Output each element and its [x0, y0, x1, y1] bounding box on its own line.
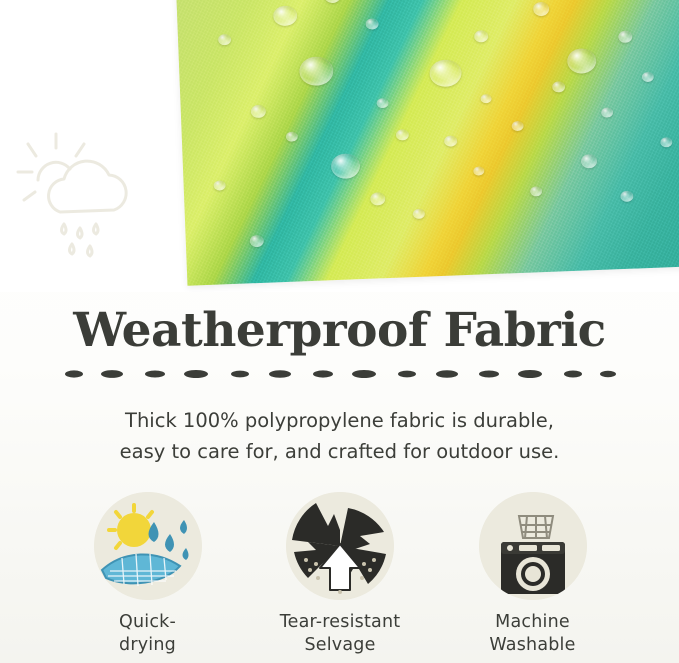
quick-drying-icon	[94, 492, 202, 600]
feature-label-line-2: drying	[119, 635, 176, 655]
sun-behind-cloud-with-rain-icon	[14, 128, 174, 268]
feature-label-line-1: Quick-	[119, 612, 176, 632]
feature-label-line-1: Tear-resistant	[279, 612, 401, 632]
feature-tear-resistant-selvage	[253, 492, 428, 657]
feature-label-line-2: Washable	[489, 635, 576, 655]
description-line-2: easy to care for, and crafted for outdoor use.	[119, 440, 560, 463]
feature-machine-washable-label	[445, 611, 620, 657]
machine-washable-icon	[479, 492, 587, 600]
page-title: Weatherproof Fabric	[73, 303, 606, 358]
feature-label-line-2: Selvage	[304, 635, 376, 655]
feature-quick-drying	[60, 492, 235, 657]
description-line-1: Thick 100% polypropylene fabric is durable,	[125, 409, 554, 432]
description-text	[0, 405, 679, 467]
feature-tear-resistant-label	[253, 611, 428, 657]
feature-machine-washable	[445, 492, 620, 657]
tear-resistant-selvage-icon	[286, 492, 394, 600]
feature-label-line-1: Machine	[495, 612, 570, 632]
feature-quick-drying-label	[60, 611, 235, 657]
dashed-divider	[60, 367, 620, 381]
feature-list	[60, 492, 620, 657]
fabric-water-droplets-photo	[176, 0, 679, 286]
